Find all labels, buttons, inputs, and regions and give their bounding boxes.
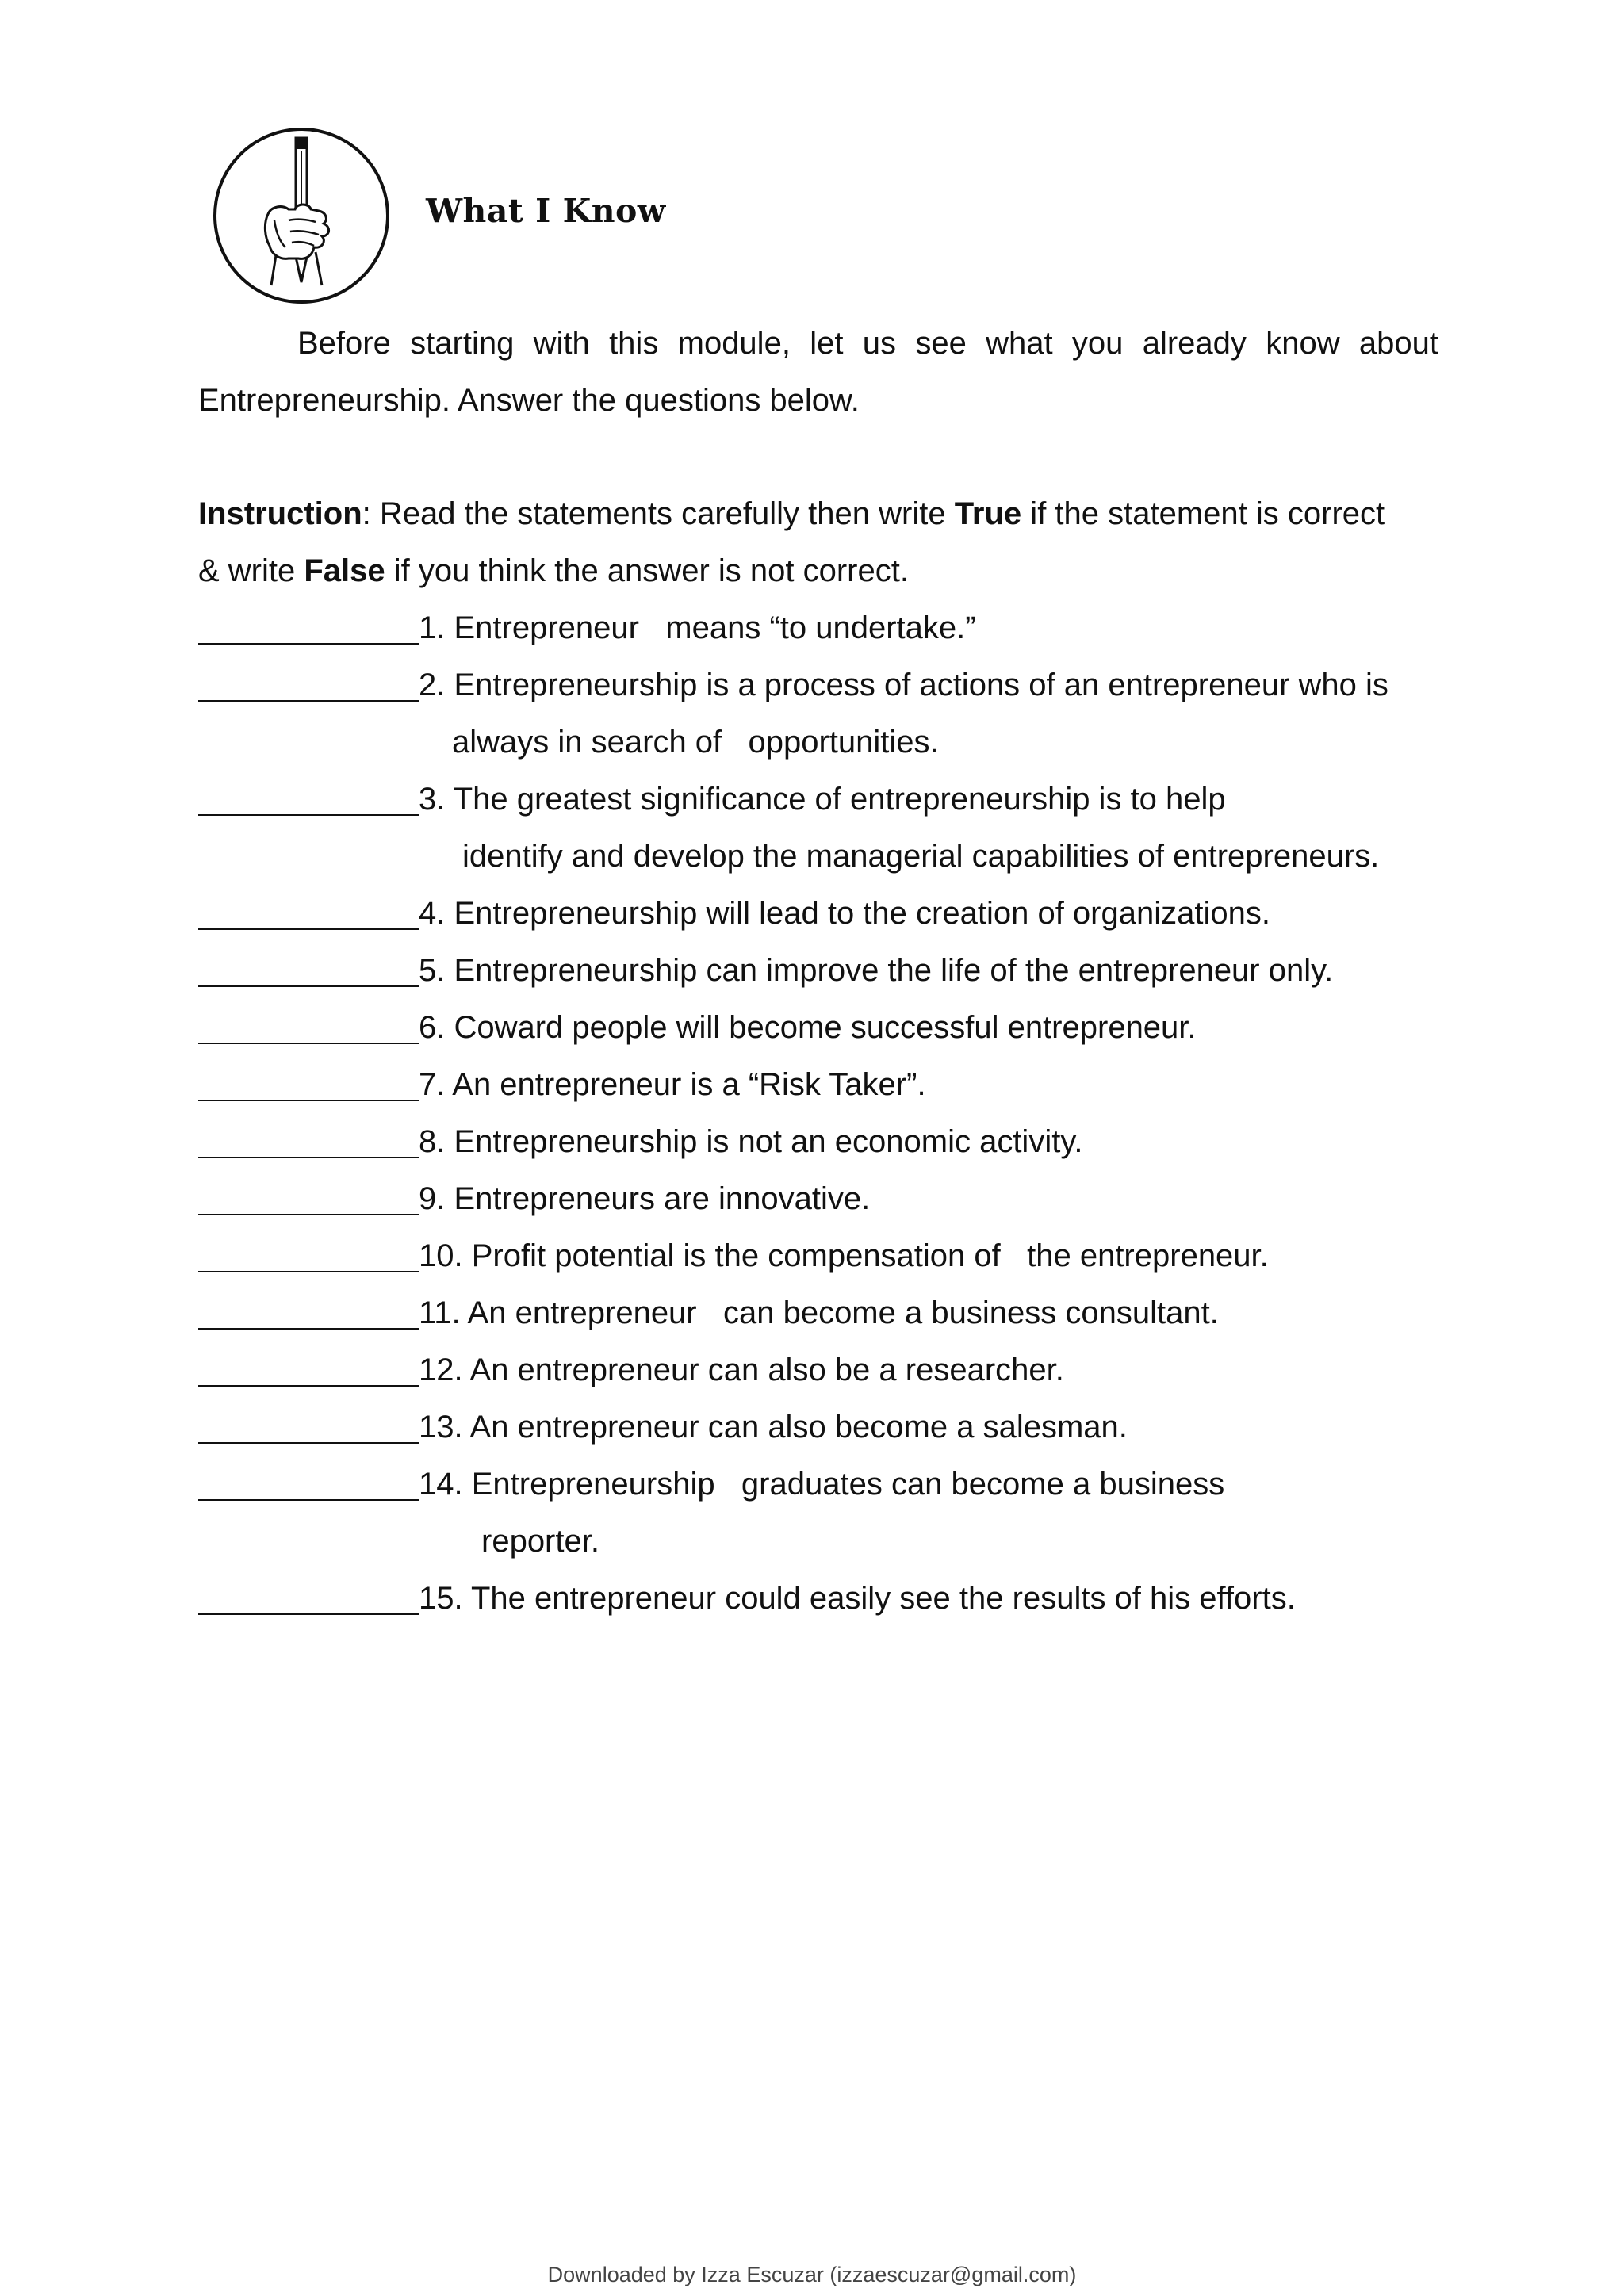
- true-keyword: True: [954, 496, 1022, 531]
- intro-line-2: Entrepreneurship. Answer the questions below.: [198, 383, 860, 418]
- question-text: 3. The greatest significance of entrepreneurship is to help: [419, 782, 1226, 817]
- question-continuation: always in search of opportunities.: [452, 725, 939, 760]
- answer-blank[interactable]: [198, 603, 419, 645]
- question-item: [198, 771, 1467, 828]
- question-list: [198, 599, 1467, 1627]
- answer-blank[interactable]: [198, 660, 419, 702]
- question-item: [198, 999, 1467, 1056]
- section-title: What I Know: [426, 192, 666, 230]
- question-item: [198, 885, 1467, 942]
- instruction-text-4: if you think the answer is not correct.: [385, 553, 909, 588]
- question-text: 10. Profit potential is the compensation of the entrepreneur.: [419, 1238, 1269, 1273]
- question-text: 4. Entrepreneurship will lead to the creation of organizations.: [419, 896, 1270, 931]
- answer-blank[interactable]: [198, 1460, 419, 1501]
- answer-blank[interactable]: [198, 1060, 419, 1101]
- question-text: 6. Coward people will become successful entrepreneur.: [419, 1010, 1197, 1045]
- question-item: [198, 1284, 1467, 1341]
- instruction-label: Instruction: [198, 496, 362, 531]
- question-item: [198, 1056, 1467, 1113]
- download-footer: Downloaded by Izza Escuzar (izzaescuzar@gmail.com): [547, 2263, 1077, 2286]
- question-text: 12. An entrepreneur can also be a researcher.: [419, 1353, 1064, 1387]
- answer-blank[interactable]: [198, 1288, 419, 1330]
- question-item: [198, 942, 1467, 999]
- question-text: 13. An entrepreneur can also become a salesman.: [419, 1410, 1128, 1445]
- question-item: [198, 656, 1467, 714]
- answer-blank[interactable]: [198, 889, 419, 930]
- question-text: 2. Entrepreneurship is a process of actions of an entrepreneur who is: [419, 668, 1388, 702]
- question-item: [198, 1341, 1467, 1399]
- question-text: 8. Entrepreneurship is not an economic activity.: [419, 1124, 1083, 1159]
- question-item: [198, 1170, 1467, 1227]
- intro-line-1: Before starting with this module, let us see what you already know about: [297, 326, 1438, 361]
- question-text: 5. Entrepreneurship can improve the life of the entrepreneur only.: [419, 953, 1334, 988]
- answer-blank[interactable]: [198, 1174, 419, 1215]
- question-text: 7. An entrepreneur is a “Risk Taker”.: [419, 1067, 926, 1102]
- answer-blank[interactable]: [198, 1231, 419, 1272]
- question-item: [198, 1113, 1467, 1170]
- instruction-paragraph: [198, 485, 1438, 599]
- answer-blank[interactable]: [198, 775, 419, 816]
- question-item: [198, 599, 1467, 656]
- intro-paragraph: [198, 315, 1438, 429]
- instruction-line-1: [198, 485, 1438, 542]
- false-keyword: False: [304, 553, 385, 588]
- hand-holding-pencil-icon: [213, 127, 390, 304]
- question-text: 14. Entrepreneurship graduates can become a business: [419, 1467, 1225, 1502]
- instruction-text-3: & write: [198, 553, 304, 588]
- question-item: [198, 1456, 1467, 1513]
- answer-blank[interactable]: [198, 1574, 419, 1615]
- answer-blank[interactable]: [198, 1402, 419, 1444]
- question-item: [198, 1227, 1467, 1284]
- question-text: 9. Entrepreneurs are innovative.: [419, 1181, 871, 1216]
- question-text: 1. Entrepreneur means “to undertake.”: [419, 610, 976, 645]
- question-continuation: reporter.: [481, 1524, 599, 1559]
- question-item: [198, 1570, 1467, 1627]
- instruction-line-2: [198, 542, 1438, 599]
- answer-blank[interactable]: [198, 946, 419, 987]
- question-continuation: identify and develop the managerial capabilities of entrepreneurs.: [462, 839, 1380, 874]
- question-text: 15. The entrepreneur could easily see the results of his efforts.: [419, 1581, 1296, 1616]
- answer-blank[interactable]: [198, 1117, 419, 1158]
- question-text: 11. An entrepreneur can become a business consultant.: [419, 1295, 1219, 1330]
- instruction-text-2: if the statement is correct: [1021, 496, 1385, 531]
- answer-blank[interactable]: [198, 1003, 419, 1044]
- question-item: [198, 1399, 1467, 1456]
- instruction-text-1: : Read the statements carefully then write: [362, 496, 955, 531]
- answer-blank[interactable]: [198, 1345, 419, 1387]
